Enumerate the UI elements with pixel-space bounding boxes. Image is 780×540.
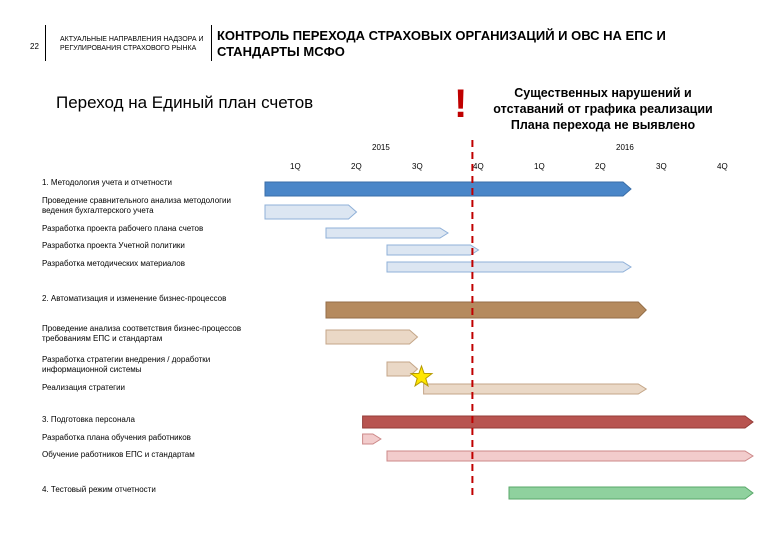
- exclamation-icon: !: [454, 82, 468, 126]
- task-bar: [424, 384, 647, 394]
- year-label: 2016: [616, 143, 634, 152]
- quarter-label: 2Q: [351, 162, 362, 171]
- quarter-label: 1Q: [290, 162, 301, 171]
- quarter-label: 3Q: [412, 162, 423, 171]
- task-label: Разработка проекта Учетной политики: [42, 241, 185, 250]
- task-bar: [509, 487, 753, 499]
- quarter-label: 4Q: [717, 162, 728, 171]
- task-label: Проведение сравнительного анализа методологии ведения бухгалтерского учета: [42, 196, 231, 215]
- quarter-label: 3Q: [656, 162, 667, 171]
- task-label: Проведение анализа соответствия бизнес-процессов требованиям ЕПС и стандартам: [42, 324, 242, 343]
- task-label: Разработка методических материалов: [42, 259, 185, 268]
- task-label: Реализация стратегии: [42, 383, 126, 392]
- status-note: Существенных нарушений и отставаний от графика реализации Плана перехода не выявлено: [493, 86, 713, 132]
- page-number: 22: [30, 42, 39, 51]
- quarter-label: 1Q: [534, 162, 545, 171]
- task-bar: [326, 302, 646, 318]
- header-subtitle: АКТУАЛЬНЫЕ НАПРАВЛЕНИЯ НАДЗОРА И РЕГУЛИРОВАНИЯ СТРАХОВОГО РЫНКА: [60, 36, 204, 52]
- task-bar: [326, 330, 418, 344]
- task-bar: [387, 262, 631, 272]
- task-label: Разработка плана обучения работников: [42, 433, 191, 442]
- year-label: 2015: [372, 143, 390, 152]
- quarter-label: 2Q: [595, 162, 606, 171]
- task-bar: [363, 416, 753, 428]
- task-label: Разработка проекта рабочего плана счетов: [42, 224, 204, 233]
- task-group-label: 1. Методология учета и отчетности: [42, 178, 173, 187]
- task-bar: [265, 182, 631, 196]
- task-bar: [265, 205, 357, 219]
- task-group-label: 3. Подготовка персонала: [42, 415, 135, 424]
- task-bar: [363, 434, 381, 444]
- quarter-label: 4Q: [473, 162, 484, 171]
- task-group-label: 2. Автоматизация и изменение бизнес-процессов: [42, 294, 227, 303]
- task-bar: [387, 245, 479, 255]
- task-label: Разработка стратегии внедрения / доработки информационной системы: [42, 355, 211, 374]
- page-title: КОНТРОЛЬ ПЕРЕХОДА СТРАХОВЫХ ОРГАНИЗАЦИЙ И ОВС НА ЕПС И СТАНДАРТЫ МСФО: [217, 28, 666, 59]
- task-bar: [387, 451, 753, 461]
- task-group-label: 4. Тестовый режим отчетности: [42, 485, 156, 494]
- task-label: Обучение работников ЕПС и стандартам: [42, 450, 195, 459]
- task-bar: [326, 228, 448, 238]
- section-title: Переход на Единый план счетов: [56, 93, 314, 112]
